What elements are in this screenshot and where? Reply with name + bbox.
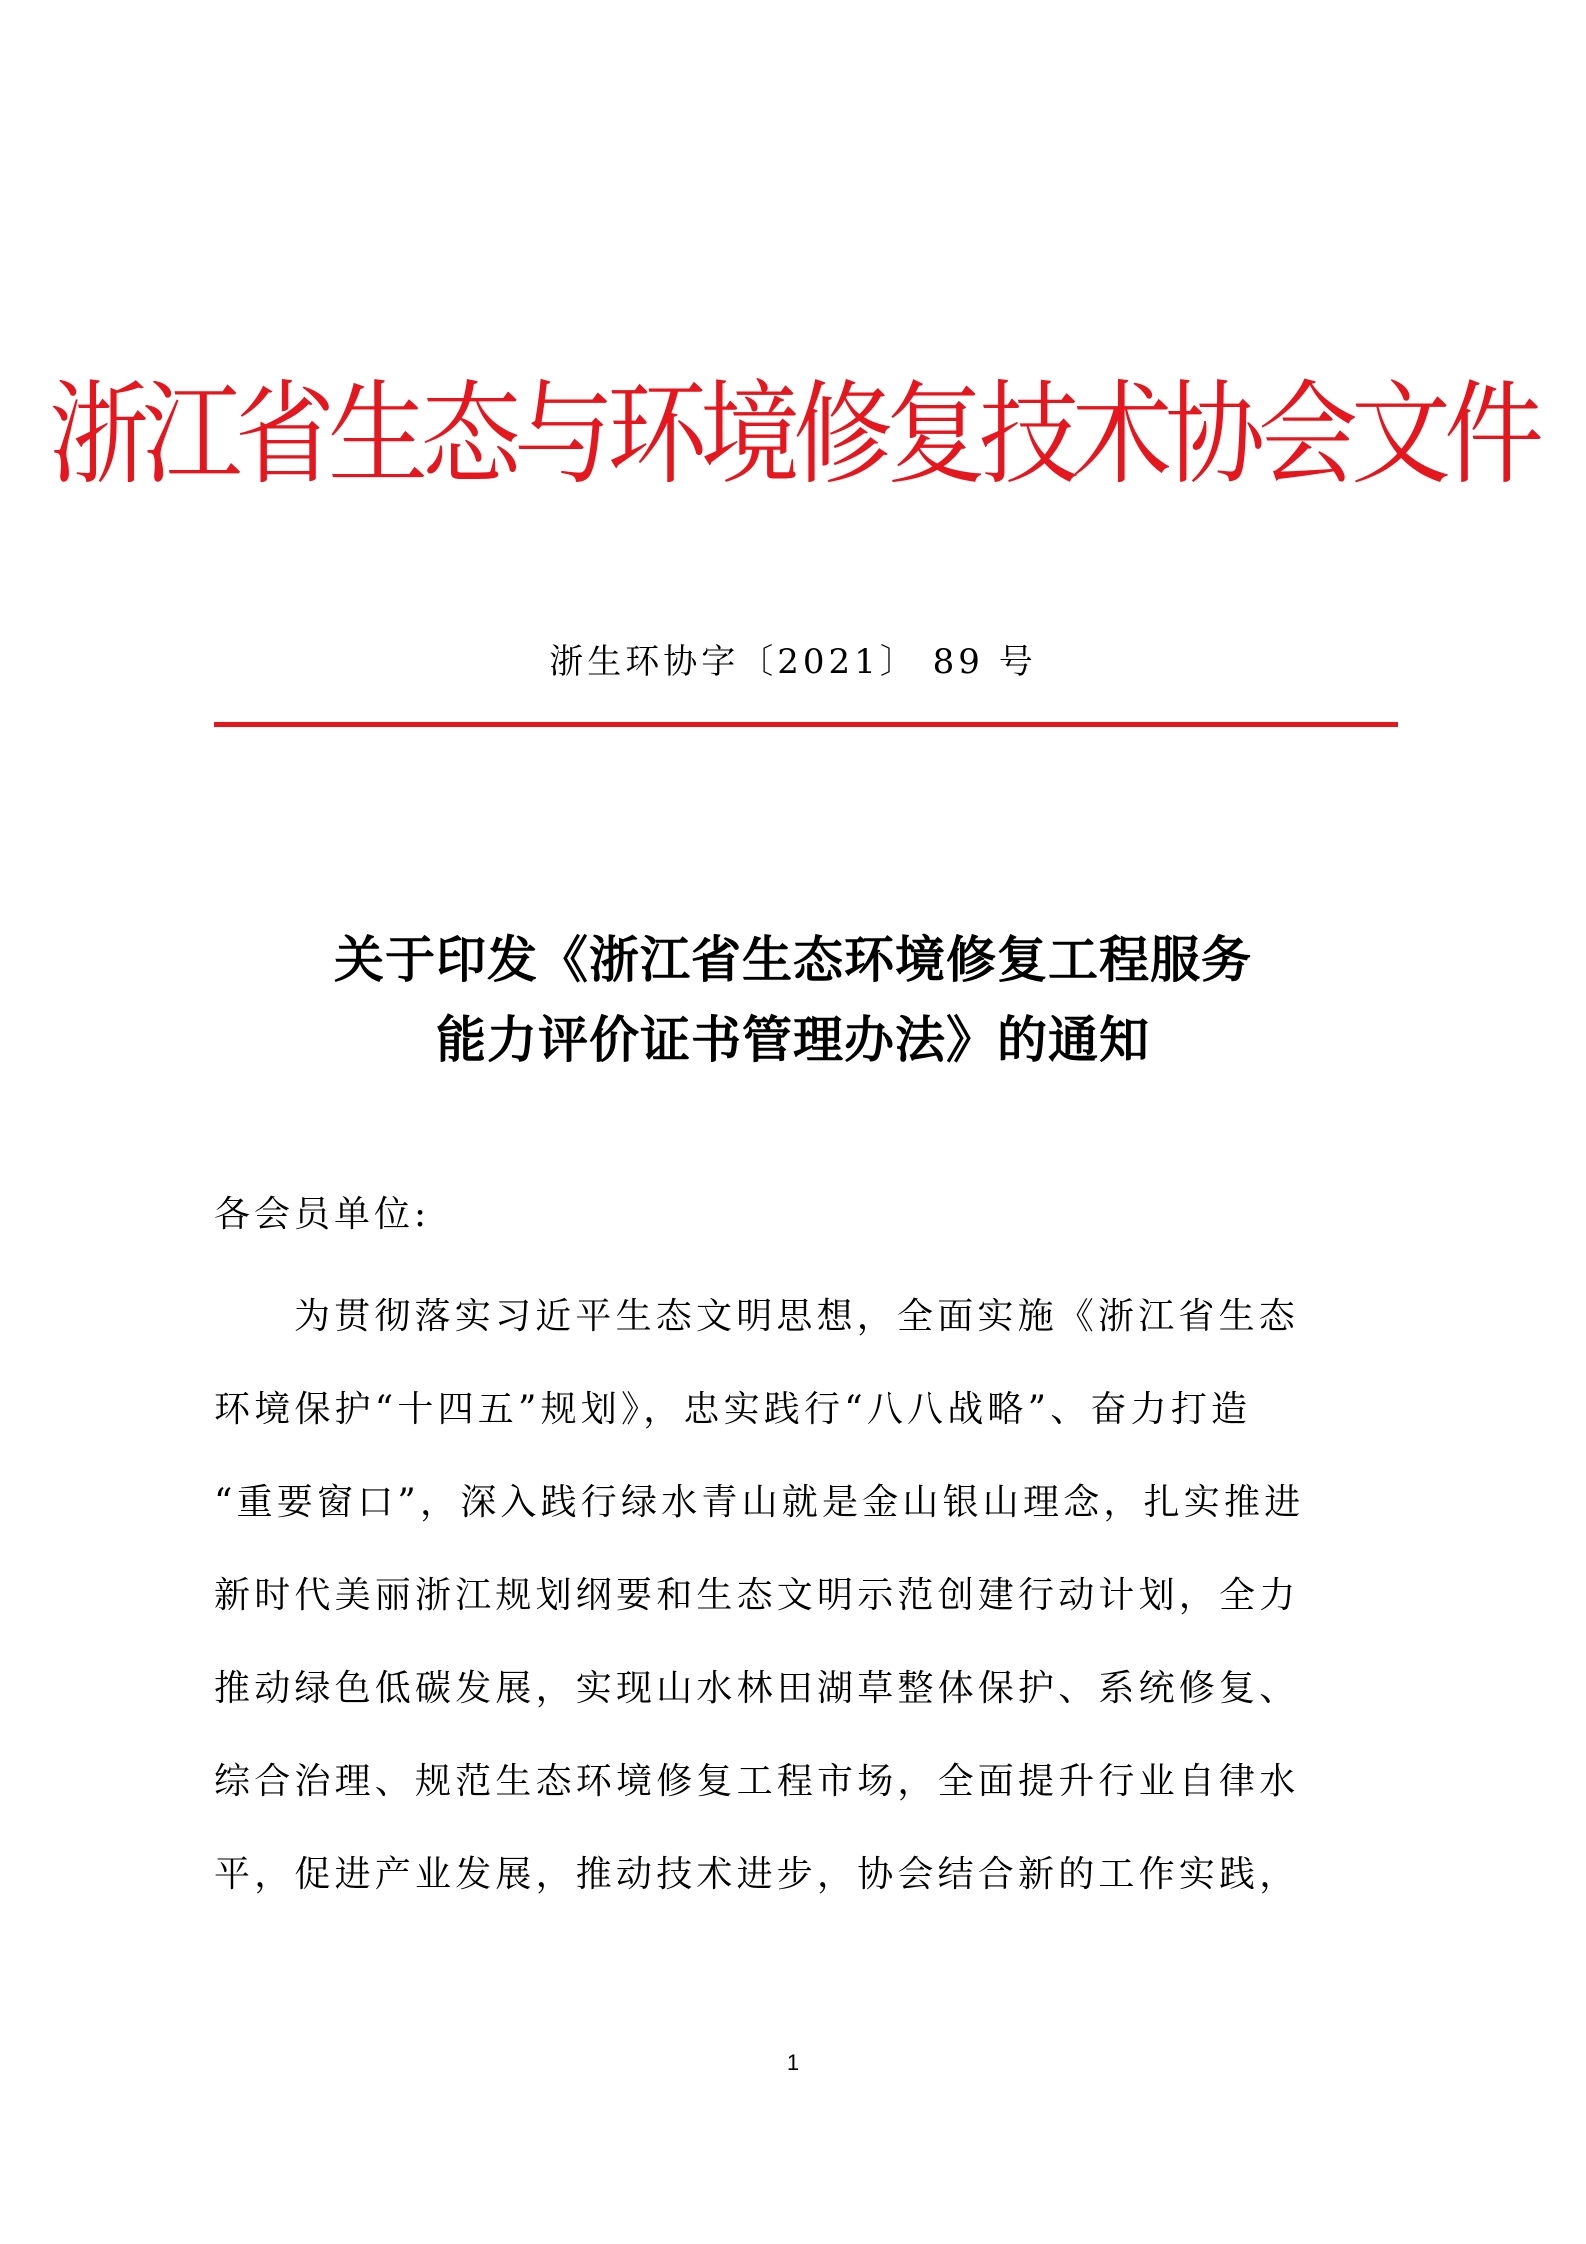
body-line-7: 平，促进产业发展，推动技术进步，协会结合新的工作实践， <box>214 1854 1300 1895</box>
notice-title <box>0 920 1586 1080</box>
masthead-title: 浙江省生态与环境修复技术协会文件 <box>49 368 1537 500</box>
body-line-3: “重要窗口”，深入践行绿水青山就是金山银山理念，扎实推进 <box>214 1482 1305 1523</box>
salutation: 各会员单位: <box>214 1194 431 1235</box>
red-divider-line <box>214 722 1398 727</box>
notice-title-line-1: 关于印发《浙江省生态环境修复工程服务 <box>334 931 1252 989</box>
body-line-5: 推动绿色低碳发展，实现山水林田湖草整体保护、系统修复、 <box>214 1668 1300 1709</box>
body-line-6: 综合治理、规范生态环境修复工程市场，全面提升行业自律水 <box>214 1761 1300 1802</box>
page-number: 1 <box>786 2050 800 2075</box>
document-number: 浙生环协字〔2021〕 89 号 <box>549 642 1037 682</box>
body-line-2: 环境保护“十四五”规划》，忠实践行“八八战略”、奋力打造 <box>214 1389 1252 1430</box>
notice-title-line-2: 能力评价证书管理办法》的通知 <box>436 1011 1150 1069</box>
body-paragraph <box>214 1270 1374 1921</box>
body-line-4: 新时代美丽浙江规划纲要和生态文明示范创建行动计划，全力 <box>214 1575 1300 1616</box>
body-line-1: 为贯彻落实习近平生态文明思想，全面实施《浙江省生态 <box>294 1296 1300 1337</box>
